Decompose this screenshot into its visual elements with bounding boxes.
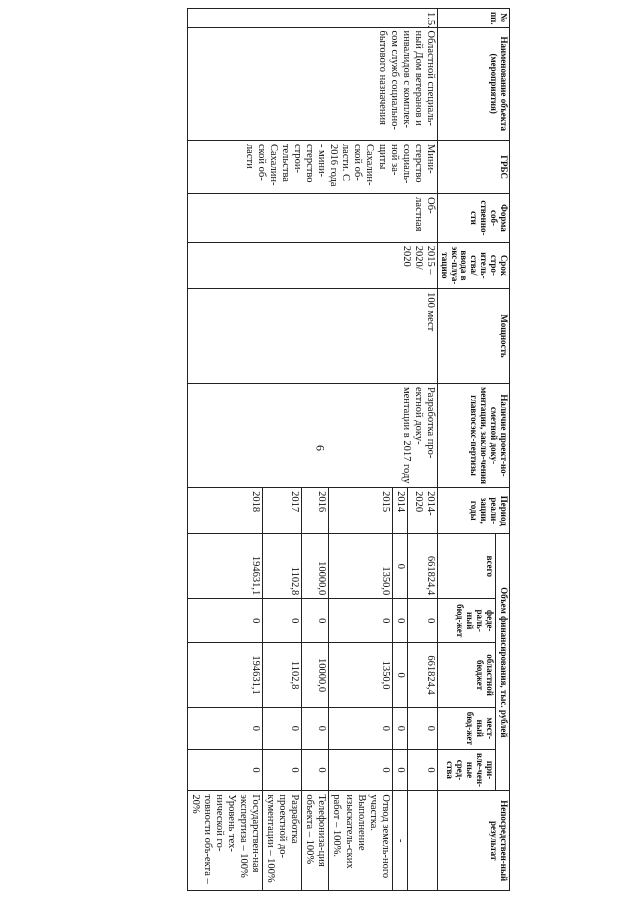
header-local: мест-ный бюд-жет [437,708,495,750]
header-grbs: ГРБС [437,140,509,193]
row-other: 0 [407,749,437,791]
row-federal: 0 [302,599,329,643]
header-federal: феде-раль-ный бюд-жет [437,599,495,643]
row-regional: 661824,4 [407,643,437,708]
row-local: 0 [187,708,262,750]
row-period: 2017 [263,488,302,534]
item-term: 2015 – 2020/ 2020 [187,242,437,288]
row-period: 2016 [302,488,329,534]
header-total: всего [437,534,495,599]
row-federal: 0 [407,599,437,643]
header-other: при-вле-чен-ные сред-ства [437,749,495,791]
row-local: 0 [302,708,329,750]
row-period: 2014 [392,488,407,534]
table-row [407,9,437,891]
row-result: - [392,791,407,891]
row-local: 0 [329,708,392,750]
page-number: 6 [313,445,328,451]
row-other: 0 [329,749,392,791]
row-federal: 0 [187,599,262,643]
financing-table [187,8,510,891]
item-grbs: Мини-стерство социаль-ной за-щиты Сахалин-ской об-ласти. С 2016 года - мини-стерство строи-тельства Сахалин-ской об-ласти [187,140,437,193]
header-num: № пп. [437,9,509,28]
header-name: Наименование объекта (мероприятия) [437,27,509,140]
row-result: Отвод земель-ного участка. Выполнение изыскатель-ских работ – 100%. [329,791,392,891]
row-total: 0 [392,534,407,599]
row-total: 1102,8 [263,534,302,599]
item-name: Областной специаль-ный Дом ветеранов и инвалидов с комплек-сом служб социально-бытового назначения [187,27,437,140]
row-regional: 1350,0 [329,643,392,708]
header-funding: Объем финансирования, тыс. рублей [495,534,509,791]
row-result [407,791,437,891]
row-total: 10000,0 [302,534,329,599]
header-row [495,9,509,891]
row-result: Государствен-ная экспертиза – 100% Уровень тех-нической го-товности объ-екта – 20% [187,791,262,891]
row-other: 0 [392,749,407,791]
row-federal: 0 [392,599,407,643]
row-regional: 194631,1 [187,643,262,708]
header-docs: Наличие проект-но-сметной доку-ментации, заклю-чения главгосэкс-пертизы [437,383,509,487]
row-period: 2018 [187,488,262,534]
row-total: 661824,4 [407,534,437,599]
rotated-table-container [118,8,510,891]
header-regional: областной бюджет [437,643,495,708]
row-federal: 0 [263,599,302,643]
row-regional: 10000,0 [302,643,329,708]
item-docs: Разработка про-ектной доку-ментации в 2017 году [187,383,437,487]
row-period: 2015 [329,488,392,534]
row-local: 0 [407,708,437,750]
header-capacity: Мощность [437,289,509,384]
header-ownership: Форма соб-ственно-сти [437,194,509,243]
item-capacity: 100 мест [187,289,437,384]
item-ownership: Об-ластная [187,194,437,243]
row-regional: 1102,8 [263,643,302,708]
row-total: 1350,0 [329,534,392,599]
row-other: 0 [187,749,262,791]
row-total: 194631,1 [187,534,262,599]
header-result: Непосредствен-ный результат [437,791,509,891]
row-local: 0 [392,708,407,750]
header-term: Срок стро-итель-ства/ ввода в экс-плуа-тацию [437,242,509,288]
row-result: Разработка проектной до-кументации – 100% [263,791,302,891]
row-other: 0 [302,749,329,791]
row-period: 2014-2020 [407,488,437,534]
row-other: 0 [263,749,302,791]
row-federal: 0 [329,599,392,643]
row-regional: 0 [392,643,407,708]
header-period: Период реали-зации, годы [437,488,509,534]
row-result: Телефониза-ция объекта – 100% [302,791,329,891]
row-local: 0 [263,708,302,750]
item-num: 1.5. [187,9,437,28]
